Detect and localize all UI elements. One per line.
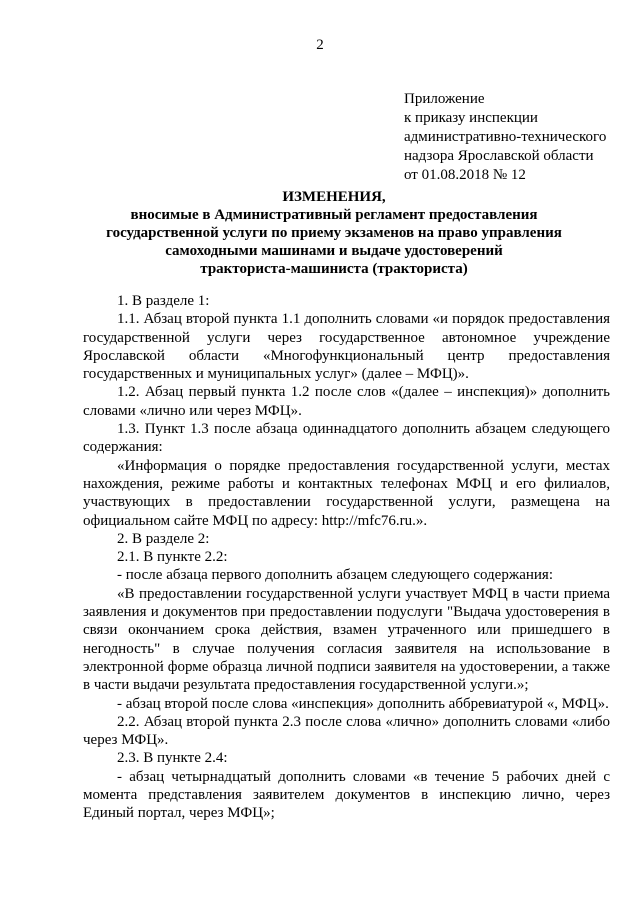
appendix-line: Приложение (404, 91, 485, 107)
appendix-line: к приказу инспекции (404, 110, 538, 126)
document-title (40, 188, 628, 278)
title-line: вносимые в Административный регламент предоставления (130, 207, 538, 223)
paragraph-2-3-bullet-1: - абзац четырнадцатый дополнить словами «в течение 5 рабочих дней с момента представления заявителем документов в инспекцию лично, через Единый портал, через МФЦ»; (83, 768, 610, 822)
paragraph-mfc-info: «Информация о порядке предоставления государственной услуги, местах нахождения, режиме работы и контактных телефонах МФЦ и его филиалов, участвующих в предоставлении государственной услуги, размещена на официальном сайте МФЦ по адресу: http://mfc76.ru.». (83, 457, 610, 529)
paragraph-section-2: 2. В разделе 2: (117, 530, 210, 547)
paragraph-section-1: 1. В разделе 1: (117, 293, 210, 309)
paragraph-1-1: 1.1. Абзац второй пункта 1.1 дополнить словами «и порядок предоставления государственной услуги через государственное автономное учреждение Ярославской области «Многофункциональный центр предоставления государственных и муниципальных услуг» (далее – МФЦ)». (83, 311, 610, 383)
page-number: 2 (316, 37, 324, 53)
appendix-line: административно-технического (404, 129, 607, 145)
paragraph-2-2: 2.2. Абзац второй пункта 2.3 после слова «лично» дополнить словами «либо через МФЦ». (83, 713, 610, 749)
paragraph-2-1-bullet-2: - абзац второй после слова «инспекция» дополнить аббревиатурой «, МФЦ». (117, 695, 609, 712)
paragraph-2-1-bullet-1: - после абзаца первого дополнить абзацем следующего содержания: (117, 567, 553, 584)
document-body (83, 292, 610, 823)
paragraph-2-1: 2.1. В пункте 2.2: (117, 549, 228, 566)
appendix-line: надзора Ярославской области (404, 148, 594, 164)
paragraph-2-3: 2.3. В пункте 2.4: (117, 750, 228, 767)
title-heading: ИЗМЕНЕНИЯ, (282, 189, 386, 205)
appendix-block (404, 90, 634, 185)
appendix-line: от 01.08.2018 № 12 (404, 167, 526, 183)
title-line: самоходными машинами и выдаче удостоверений (165, 243, 503, 259)
paragraph-1-2: 1.2. Абзац первый пункта 1.2 после слов «(далее – инспекция)» дополнить словами «лично или через МФЦ». (83, 384, 610, 419)
paragraph-1-3: 1.3. Пункт 1.3 после абзаца одиннадцатого дополнить абзацем следующего содержания: (83, 421, 610, 456)
paragraph-mfc-participation: «В предоставлении государственной услуги участвует МФЦ в части приема заявления и документов при предоставлении подуслуги "Выдача удостоверения в связи окончанием срока действия, взамен утраченного или пришедшего в негодность" в случае получения согласия заявителя на использование в электронной форме образца личной подписи заявителя на удостоверении, а также в части выдачи результата предоставления государственной услуги.»; (83, 585, 610, 694)
title-line: тракториста-машиниста (тракториста) (200, 261, 468, 277)
title-line: государственной услуги по приему экзаменов на право управления (106, 225, 562, 241)
